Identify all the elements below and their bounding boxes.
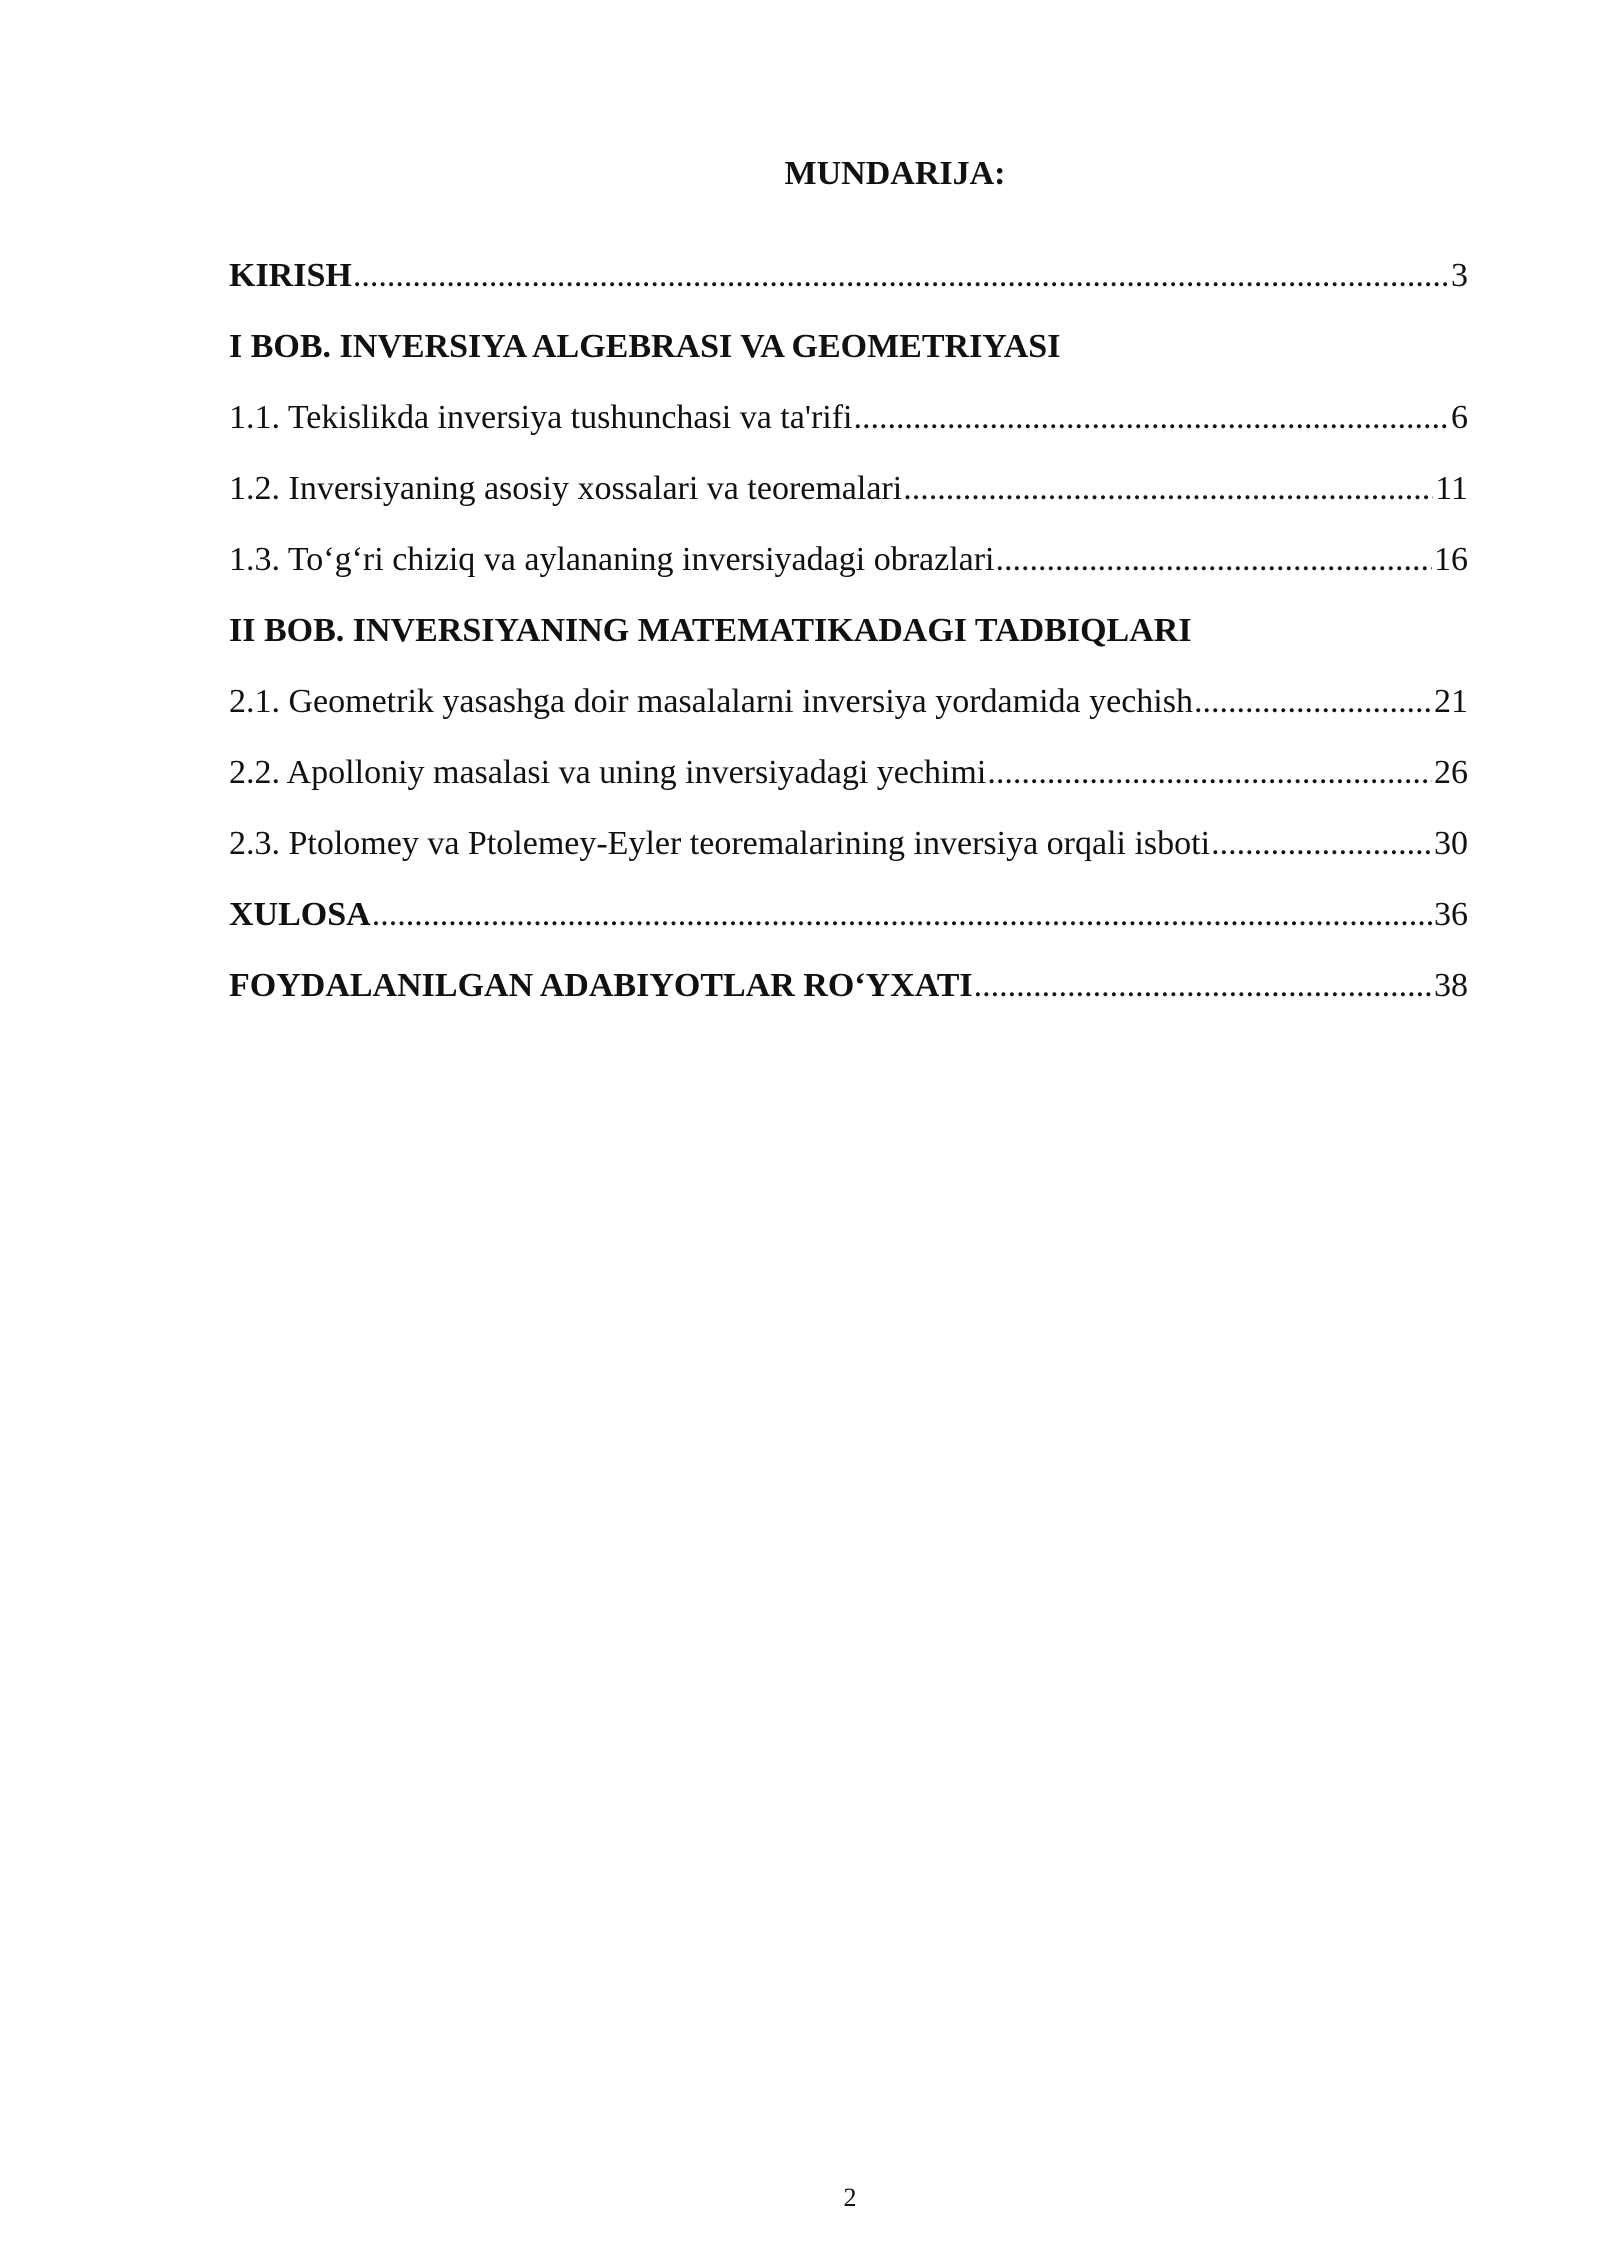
toc-dot-leader (854, 396, 1450, 440)
toc-dot-leader (1194, 680, 1432, 724)
toc-entry-kirish[interactable] (229, 254, 1468, 325)
toc-entry-label: II BOB. INVERSIYANING MATEMATIKADAGI TADBIQLARI (229, 612, 1192, 649)
toc-entry-label: 2.1. Geometrik yasashga doir masalalarni inversiya yordamida yechish (229, 683, 1193, 720)
page-title: MUNDARIJA: (784, 155, 1006, 192)
toc-entry-1-3[interactable] (229, 538, 1468, 609)
toc-entry-page: 21 (1434, 683, 1468, 720)
toc-entry-2-3[interactable] (229, 822, 1468, 893)
toc-entry-label: 2.3. Ptolomey va Ptolemey-Eyler teoremalarining inversiya orqali isboti (229, 825, 1211, 862)
toc-dot-leader (903, 467, 1433, 511)
toc-dot-leader (987, 751, 1432, 795)
toc-entry-label: 2.2. Apolloniy masalasi va uning inversiyadagi yechimi (229, 754, 987, 791)
toc-entry-page: 38 (1434, 967, 1468, 1004)
toc-entry-label: I BOB. INVERSIYA ALGEBRASI VA GEOMETRIYASI (229, 328, 1061, 365)
toc-entry-references[interactable] (229, 964, 1468, 1035)
toc-entry-label: 1.1. Tekislikda inversiya tushunchasi va ta'rifi (229, 399, 853, 436)
toc-entry-label: XULOSA (229, 896, 371, 933)
toc-entry-1-2[interactable] (229, 467, 1468, 538)
toc-entry-page: 16 (1434, 541, 1468, 578)
toc-entry-label: 1.3. To‘g‘ri chiziq va aylananing inversiyadagi obrazlari (229, 541, 995, 578)
table-of-contents (229, 254, 1468, 1035)
toc-chapter-heading-1[interactable] (229, 325, 1468, 396)
page-number: 2 (843, 2183, 857, 2212)
toc-entry-label: 1.2. Inversiyaning asosiy xossalari va teoremalari (229, 470, 903, 507)
toc-entry-page: 3 (1451, 257, 1468, 294)
toc-dot-leader (974, 964, 1432, 1008)
toc-entry-xulosa[interactable] (229, 893, 1468, 964)
toc-entry-page: 30 (1434, 825, 1468, 862)
toc-entry-page: 26 (1434, 754, 1468, 791)
toc-chapter-heading-2[interactable] (229, 609, 1468, 680)
toc-dot-leader (353, 254, 1449, 298)
toc-entry-page: 6 (1451, 399, 1468, 436)
toc-entry-2-1[interactable] (229, 680, 1468, 751)
toc-dot-leader (1211, 822, 1432, 866)
toc-entry-label: FOYDALANILGAN ADABIYOTLAR RO‘YXATI (229, 967, 973, 1004)
toc-dot-leader (372, 893, 1432, 937)
toc-entry-1-1[interactable] (229, 396, 1468, 467)
toc-dot-leader (996, 538, 1433, 582)
toc-entry-label: KIRISH (229, 257, 352, 294)
toc-entry-2-2[interactable] (229, 751, 1468, 822)
toc-entry-page: 36 (1434, 896, 1468, 933)
toc-entry-page: 11 (1435, 470, 1468, 507)
